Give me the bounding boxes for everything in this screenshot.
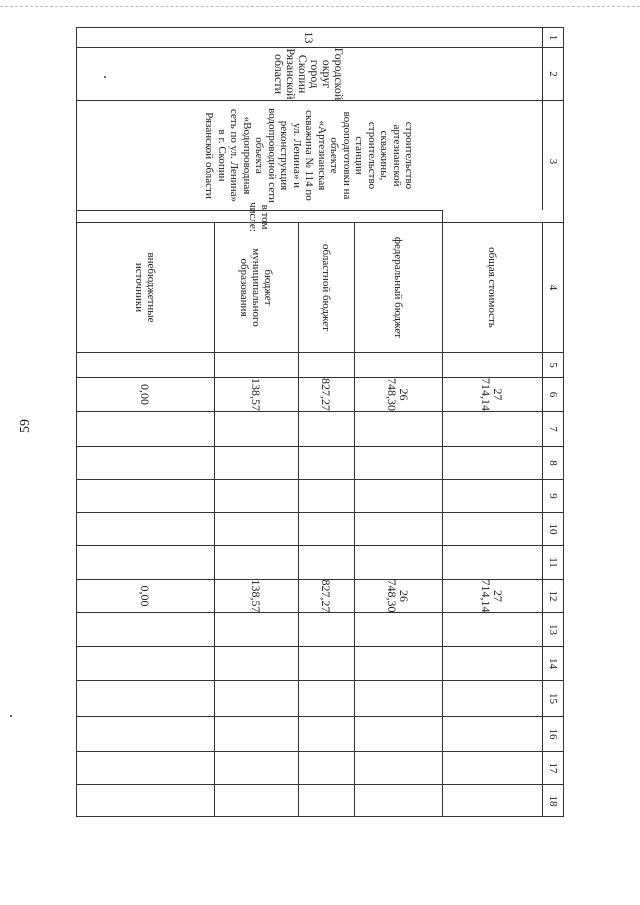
column-number-16: 16 — [543, 716, 564, 751]
empty-cell — [443, 479, 543, 512]
page-number: 59 — [18, 419, 33, 433]
value-col6: 27 714,14 — [443, 377, 543, 411]
column-number-9: 9 — [543, 479, 564, 512]
empty-cell — [355, 512, 443, 545]
empty-cell — [355, 545, 443, 579]
column-number-18: 18 — [543, 784, 564, 817]
empty-cell — [215, 716, 299, 751]
value-col12: 0,00 — [76, 579, 215, 612]
column-number-2: 2 — [543, 47, 564, 100]
empty-cell — [443, 646, 543, 680]
column-number-13: 13 — [543, 612, 564, 646]
row-number: 13 — [76, 27, 543, 47]
empty-cell — [76, 612, 215, 646]
empty-cell — [443, 612, 543, 646]
column-number-6: 6 — [543, 377, 564, 411]
empty-cell — [215, 751, 299, 784]
value-col6: 26 748,30 — [355, 377, 443, 411]
municipality-name: Городской округ город Скопин Рязанской области — [76, 47, 543, 100]
empty-cell — [443, 751, 543, 784]
empty-cell — [215, 512, 299, 545]
empty-cell — [215, 646, 299, 680]
funding-label: внебюджетные источники — [76, 222, 215, 352]
empty-cell — [299, 352, 355, 377]
empty-cell — [443, 512, 543, 545]
column-number-12: 12 — [543, 579, 564, 612]
empty-cell — [76, 479, 215, 512]
empty-cell — [215, 479, 299, 512]
empty-cell — [299, 446, 355, 479]
value-col12: 827,27 — [299, 579, 355, 612]
project-description: строительство артезианской скважины, строительство станции водоподготовки на объекте «Артезианская скважина № 114 по ул. Ленина» и реконструкция водопроводной сети объекта «Водопроводная сеть по ул. Ленина» в г. Скопин Рязанской области — [76, 100, 543, 210]
empty-cell — [299, 646, 355, 680]
empty-cell — [355, 446, 443, 479]
empty-cell — [443, 716, 543, 751]
empty-cell — [299, 680, 355, 716]
empty-cell — [215, 680, 299, 716]
empty-cell — [76, 716, 215, 751]
value-col12: 138,57 — [215, 579, 299, 612]
empty-cell — [299, 411, 355, 446]
empty-cell — [443, 680, 543, 716]
empty-cell — [76, 646, 215, 680]
empty-cell — [299, 612, 355, 646]
in-that-number-label: в том числе: — [76, 210, 443, 223]
empty-cell — [299, 479, 355, 512]
empty-cell — [443, 446, 543, 479]
value-col6: 0,00 — [76, 377, 215, 411]
funding-label: общая стоимость — [443, 222, 543, 352]
empty-cell — [76, 352, 215, 377]
empty-cell — [215, 352, 299, 377]
empty-cell — [299, 751, 355, 784]
empty-cell — [76, 751, 215, 784]
empty-cell — [355, 716, 443, 751]
column-number-8: 8 — [543, 446, 564, 479]
funding-label: федеральный бюджет — [355, 222, 443, 352]
scan-dot — [10, 715, 12, 717]
column-number-1: 1 — [543, 27, 564, 47]
column-number-15: 15 — [543, 680, 564, 716]
empty-cell — [355, 680, 443, 716]
empty-cell — [355, 646, 443, 680]
value-col12: 26 748,30 — [355, 579, 443, 612]
empty-cell — [215, 612, 299, 646]
funding-label: областной бюджет — [299, 222, 355, 352]
empty-cell — [355, 479, 443, 512]
empty-cell — [443, 784, 543, 817]
empty-cell — [215, 545, 299, 579]
empty-cell — [215, 446, 299, 479]
empty-cell — [355, 612, 443, 646]
empty-cell — [355, 411, 443, 446]
empty-cell — [299, 784, 355, 817]
value-col6: 827,27 — [299, 377, 355, 411]
empty-cell — [76, 512, 215, 545]
scan-artifact-line — [0, 6, 640, 7]
column-number-17: 17 — [543, 751, 564, 784]
empty-cell — [299, 512, 355, 545]
empty-cell — [355, 751, 443, 784]
empty-cell — [76, 784, 215, 817]
funding-label: бюджет муниципального образования — [215, 222, 299, 352]
column-number-4: 4 — [543, 222, 564, 352]
column-number-10: 10 — [543, 512, 564, 545]
empty-cell — [76, 680, 215, 716]
empty-cell — [443, 411, 543, 446]
empty-cell — [76, 411, 215, 446]
empty-cell — [76, 545, 215, 579]
empty-cell — [443, 352, 543, 377]
empty-cell — [299, 545, 355, 579]
budget-table — [76, 27, 564, 817]
column-number-5: 5 — [543, 352, 564, 377]
column-number-7: 7 — [543, 411, 564, 446]
empty-cell — [355, 784, 443, 817]
empty-cell — [76, 446, 215, 479]
column-number-3: 3 — [543, 100, 564, 222]
column-number-11: 11 — [543, 545, 564, 579]
empty-cell — [215, 784, 299, 817]
empty-cell — [215, 411, 299, 446]
value-col6: 138,57 — [215, 377, 299, 411]
empty-cell — [299, 716, 355, 751]
value-col12: 27 714,14 — [443, 579, 543, 612]
empty-cell — [355, 352, 443, 377]
empty-cell — [443, 545, 543, 579]
column-number-14: 14 — [543, 646, 564, 680]
